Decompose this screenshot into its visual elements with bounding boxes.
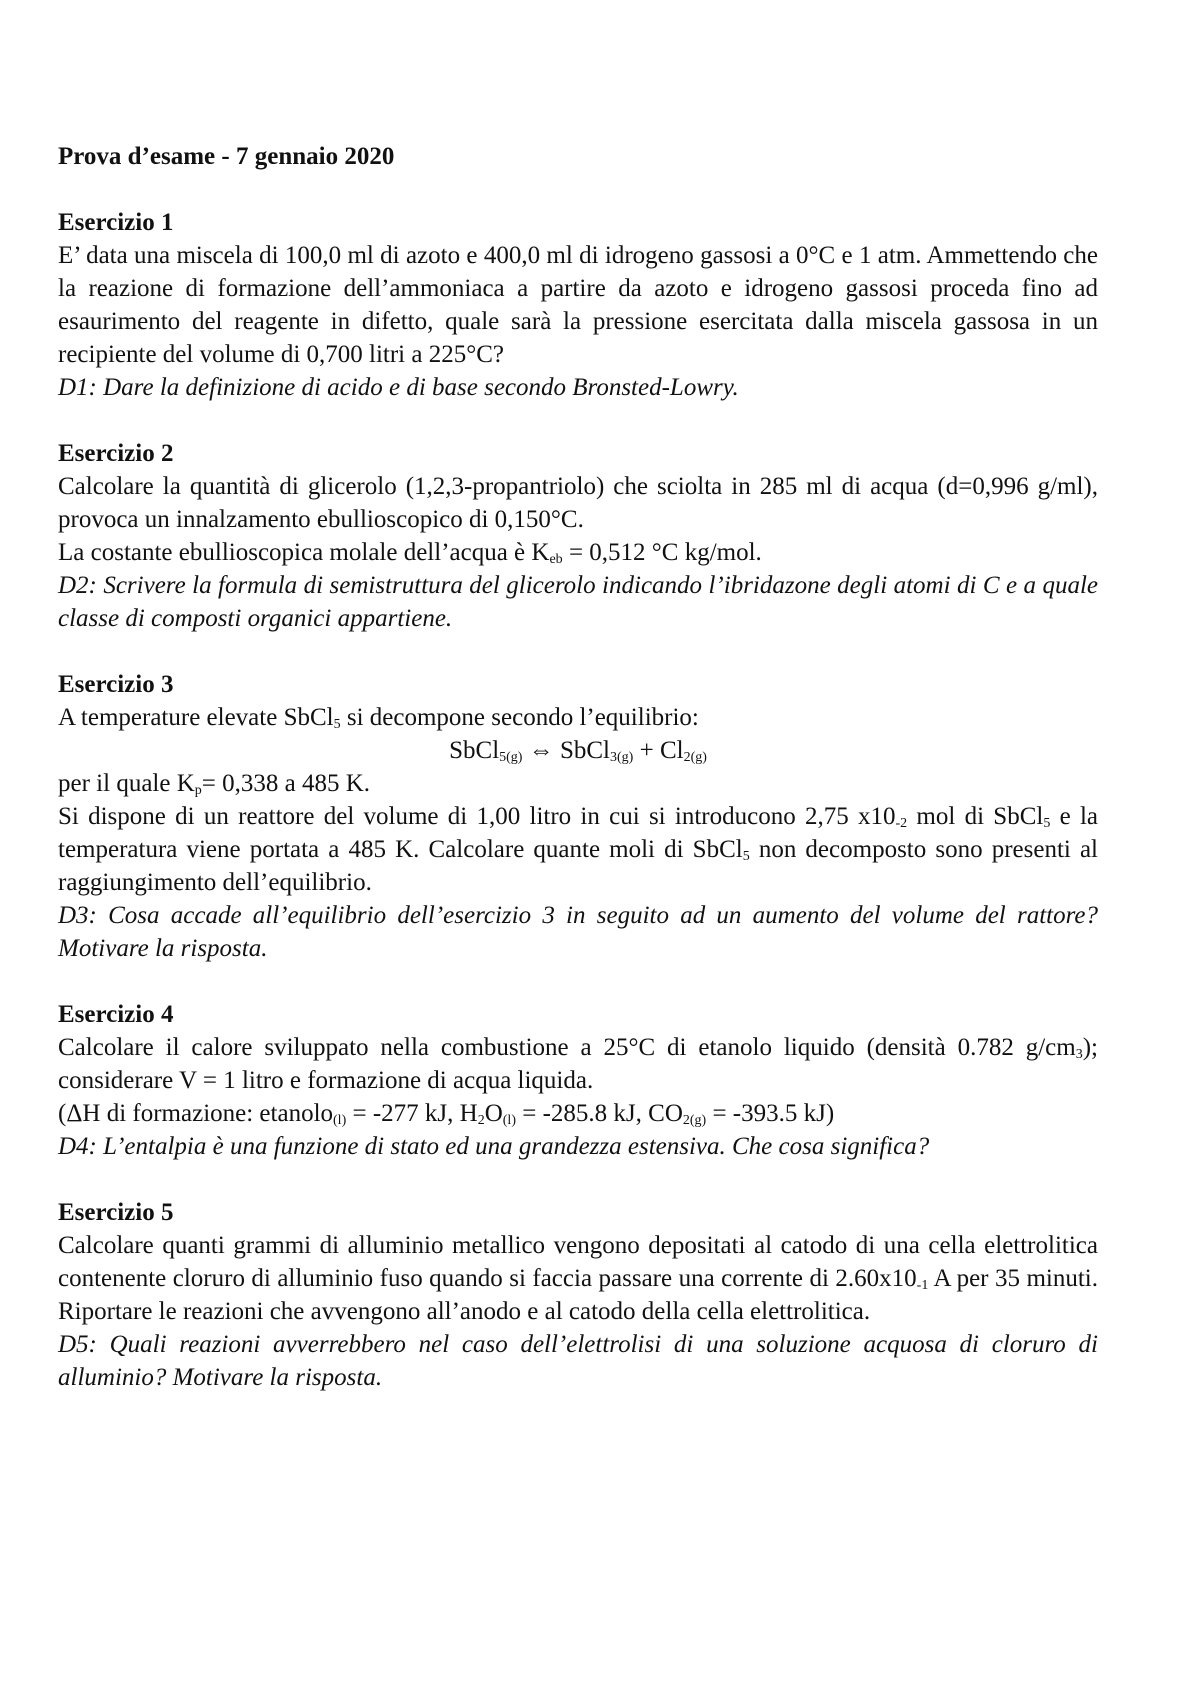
exercise-3-intro — [58, 701, 1098, 734]
intro-suffix: si decompone secondo l’equilibrio: — [340, 704, 699, 731]
exercise-4-question: D4: L’entalpia è una funzione di stato ed una grandezza estensiva. Che cosa significa? — [58, 1133, 930, 1160]
exam-document — [58, 140, 1098, 1427]
dh-part-d-subscript: 2(g) — [682, 1113, 707, 1128]
text-part-b-subscript: 5 — [1043, 816, 1051, 831]
eq-product-1-subscript: 3(g) — [610, 750, 634, 765]
intro-prefix: A temperature elevate SbCl — [58, 704, 334, 731]
exercise-3-question: D3: Cosa accade all’equilibrio dell’esercizio 3 in seguito ad un aumento del volume del rattore? Motivare la risposta. — [58, 902, 1098, 962]
text-part-a: Calcolare quanti grammi di alluminio metallico vengono depositati al catodo di una cella elettrolitica contenente cloruro di alluminio fuso quando si faccia passare una corrente di 2.60x10 — [58, 1232, 1098, 1292]
exercise-1 — [58, 206, 1098, 404]
exercise-2-text: Calcolare la quantità di glicerolo (1,2,3-propantriolo) che sciolta in 285 ml di acqua (d=0,996 g/ml), provoca un innalzamento ebullioscopico di 0,150°C. — [58, 473, 1098, 533]
dh-part-b-subscript: 2 — [477, 1113, 485, 1128]
text-part-c-subscript: 5 — [742, 849, 750, 864]
constant-subscript: eb — [549, 552, 563, 567]
exercise-2-question: D2: Scrivere la formula di semistruttura del glicerolo indicando l’ibridazone degli atomi di C e a quale classe di composti organici appartiene. — [58, 572, 1098, 632]
exercise-5-heading: Esercizio 5 — [58, 1199, 174, 1226]
exercise-4-text — [58, 1031, 1098, 1097]
text-part-c: e la temperatura viene portata a 485 K. Calcolare quante moli di SbCl — [58, 803, 1098, 863]
text-part-a-subscript: 3 — [1075, 1047, 1083, 1062]
eq-plus: + — [639, 737, 654, 764]
text-exponent: -1 — [916, 1278, 929, 1293]
eq-reactant-subscript: 5(g) — [499, 750, 523, 765]
eq-product-2-subscript: 2(g) — [683, 750, 707, 765]
dh-part-c: O — [484, 1100, 503, 1127]
text-part-b: mol di SbCl — [907, 803, 1044, 830]
exercise-5 — [58, 1196, 1098, 1394]
text-exponent: -2 — [895, 816, 908, 831]
text-part-b: ); considerare V = 1 litro e formazione di acqua liquida. — [58, 1034, 1098, 1094]
constant-prefix: La costante ebullioscopica molale dell’acqua è K — [58, 539, 550, 566]
equilibrium-equation — [58, 734, 1098, 767]
exercise-3-text — [58, 800, 1098, 899]
eq-product-1: SbCl — [559, 737, 610, 764]
text-part-b: A per 35 minuti. Riportare le reazioni che avvengono all’anodo e al catodo della cella elettrolitica. — [58, 1265, 1098, 1325]
exercise-4-enthalpy-data — [58, 1097, 1098, 1130]
exam-title: Prova d’esame - 7 gennaio 2020 — [58, 143, 395, 170]
exercise-4 — [58, 998, 1098, 1163]
text-part-a: Si dispone di un reattore del volume di 1,00 litro in cui si introducono 2,75 x10 — [58, 803, 896, 830]
dh-part-c-subscript: (l) — [502, 1113, 516, 1128]
text-part-d: non decomposto sono presenti al raggiungimento dell’equilibrio. — [58, 836, 1098, 896]
text-part-a: Calcolare il calore sviluppato nella combustione a 25°C di etanolo liquido (densità 0.782 g/cm — [58, 1034, 1076, 1061]
exercise-2 — [58, 437, 1098, 635]
exercise-3 — [58, 668, 1098, 965]
kp-subscript: p — [194, 783, 202, 798]
intro-subscript: 5 — [333, 717, 341, 732]
dh-part-b: = -277 kJ, H — [346, 1100, 478, 1127]
exercise-5-question: D5: Quali reazioni avverrebbero nel caso dell’elettrolisi di una soluzione acquosa di cloruro di alluminio? Motivare la risposta. — [58, 1331, 1098, 1391]
dh-part-d: = -285.8 kJ, CO — [515, 1100, 683, 1127]
exercise-3-kp — [58, 767, 1098, 800]
constant-suffix: = 0,512 °C kg/mol. — [562, 539, 762, 566]
exercise-4-heading: Esercizio 4 — [58, 1001, 174, 1028]
kp-prefix: per il quale K — [58, 770, 195, 797]
eq-product-2: Cl — [659, 737, 684, 764]
exercise-1-text: E’ data una miscela di 100,0 ml di azoto e 400,0 ml di idrogeno gassosi a 0°C e 1 atm. Ammettendo che la reazione di formazione dell’ammoniaca a partire da azoto e idrogeno gassosi proceda fino ad esaurimento del reagente in difetto, quale sarà la pressione esercitata dalla miscela gassosa in un recipiente del volume di 0,700 litri a 225°C? — [58, 242, 1098, 368]
exercise-1-heading: Esercizio 1 — [58, 209, 174, 236]
kp-suffix: = 0,338 a 485 K. — [201, 770, 371, 797]
eq-reactant: SbCl — [449, 737, 500, 764]
exercise-2-constant — [58, 536, 1098, 569]
exercise-5-text — [58, 1229, 1098, 1328]
exercise-1-question: D1: Dare la definizione di acido e di base secondo Bronsted-Lowry. — [58, 374, 739, 401]
equilibrium-arrow-icon: ⇔ — [528, 737, 554, 764]
dh-part-e: = -393.5 kJ) — [706, 1100, 835, 1127]
exercise-3-heading: Esercizio 3 — [58, 671, 174, 698]
exercise-2-heading: Esercizio 2 — [58, 440, 174, 467]
dh-part-a-subscript: (l) — [333, 1113, 347, 1128]
dh-part-a: (ΔH di formazione: etanolo — [58, 1100, 334, 1127]
